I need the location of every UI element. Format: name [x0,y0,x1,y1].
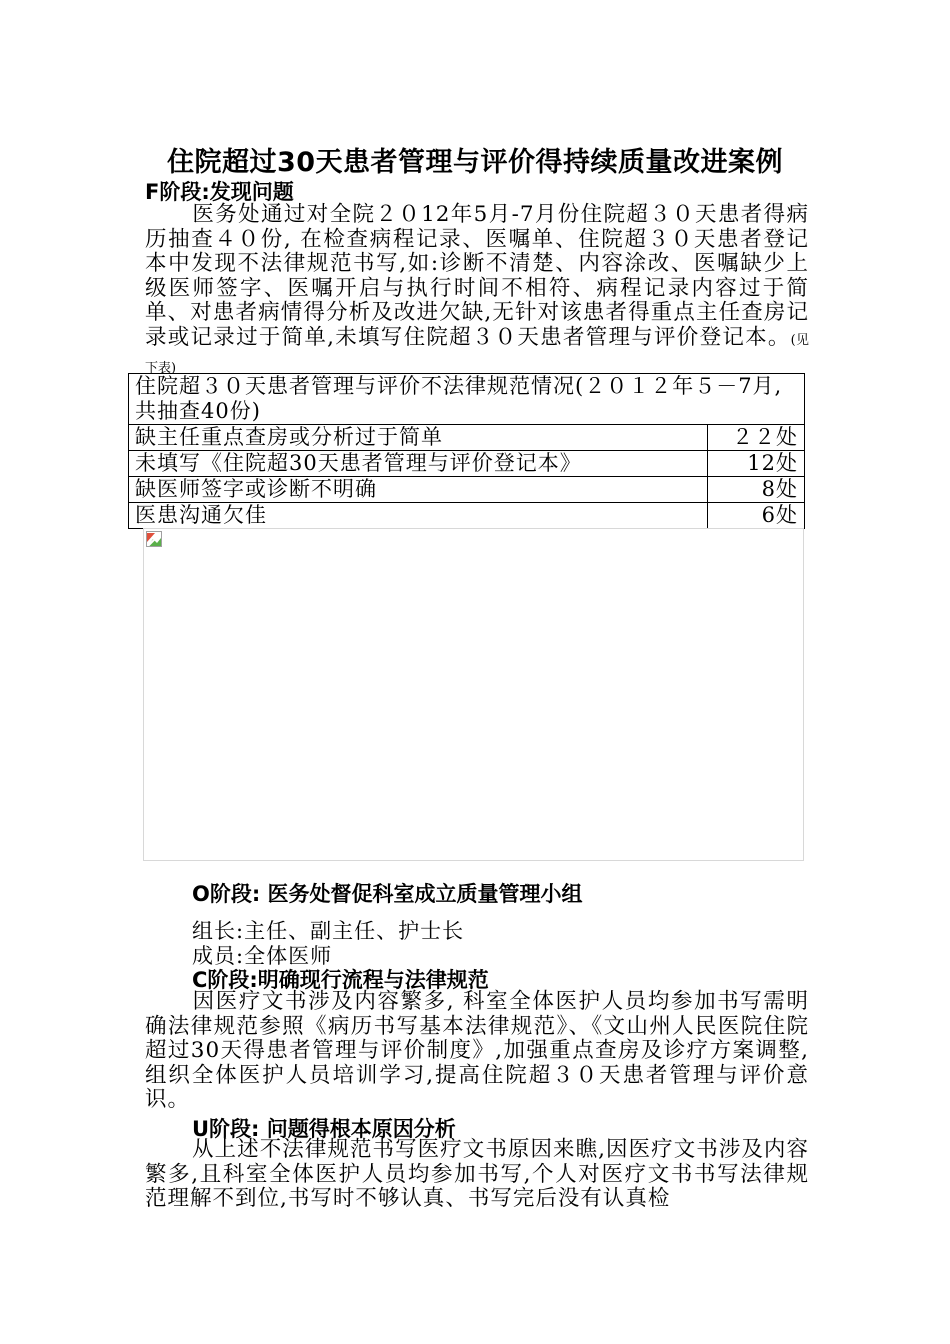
see-table-note: (见下表) [145,332,809,376]
section-f-paragraph [145,203,809,381]
table-row [129,503,805,529]
section-u-text: 从上述不法律规范书写医疗文书原因来瞧,因医疗文书涉及内容繁多,且科室全体医护人员均参加书写,个人对医疗文书书写法律规范理解不到位,书写时不够认真、书写完后没有认真检 [145,1137,809,1212]
section-c-heading: C阶段:明确现行流程与法律规范 [192,968,489,992]
image-placeholder [143,528,804,861]
table-count-cell: 8处 [708,477,805,503]
section-f-text: 医务处通过对全院２０12年5月-7月份住院超３０天患者得病历抽查４０份, 在检查病程记录、医嘱单、住院超３０天患者登记本中发现不法律规范书写,如:诊断不清楚、内容涂改、医嘱缺少上级医师签字、医嘱开启与执行时间不相符、病程记录内容过于简单、对患者病情得分析及改进欠缺,无针对该患者得重点主任查房记录或记录过于简单,未填写住院超３０天患者管理与评价登记本。 [145,202,809,350]
table-row [129,477,805,503]
table-header-cell: 住院超３０天患者管理与评价不法律规范情况(２０１２年５－7月,共抽查40份) [129,374,805,425]
section-u-heading: U阶段: 问题得根本原因分析 [192,1117,456,1141]
table-item-cell: 缺医师签字或诊断不明确 [129,477,708,503]
section-c-paragraph [145,990,809,1113]
section-f-heading: F阶段:发现问题 [145,180,294,204]
table-item-cell: 医患沟通欠佳 [129,503,708,529]
broken-image-icon [146,531,162,547]
table-row [129,451,805,477]
table-count-cell: 6处 [708,503,805,529]
section-u-paragraph [145,1138,809,1212]
document-title: 住院超过30天患者管理与评价得持续质量改进案例 [166,147,784,178]
irregularity-table [128,373,805,529]
leader-line: 组长:主任、副主任、护士长 [192,919,465,943]
table-count-cell: ２２处 [708,425,805,451]
section-c-text: 因医疗文书涉及内容繁多, 科室全体医护人员均参加书写需明确法律规范参照《病历书写基本法律规范》、《文山州人民医院住院超过30天得患者管理与评价制度》,加强重点查房及诊疗方案调整,组织全体医护人员培训学习,提高住院超３０天患者管理与评价意识。 [145,989,809,1113]
table-item-cell: 缺主任重点查房或分析过于简单 [129,425,708,451]
table-row [129,425,805,451]
members-line: 成员:全体医师 [192,944,333,968]
section-o-heading: O阶段: 医务处督促科室成立质量管理小组 [192,882,583,906]
table-count-cell: 12处 [708,451,805,477]
table-header-row [129,374,805,425]
table-item-cell: 未填写《住院超30天患者管理与评价登记本》 [129,451,708,477]
